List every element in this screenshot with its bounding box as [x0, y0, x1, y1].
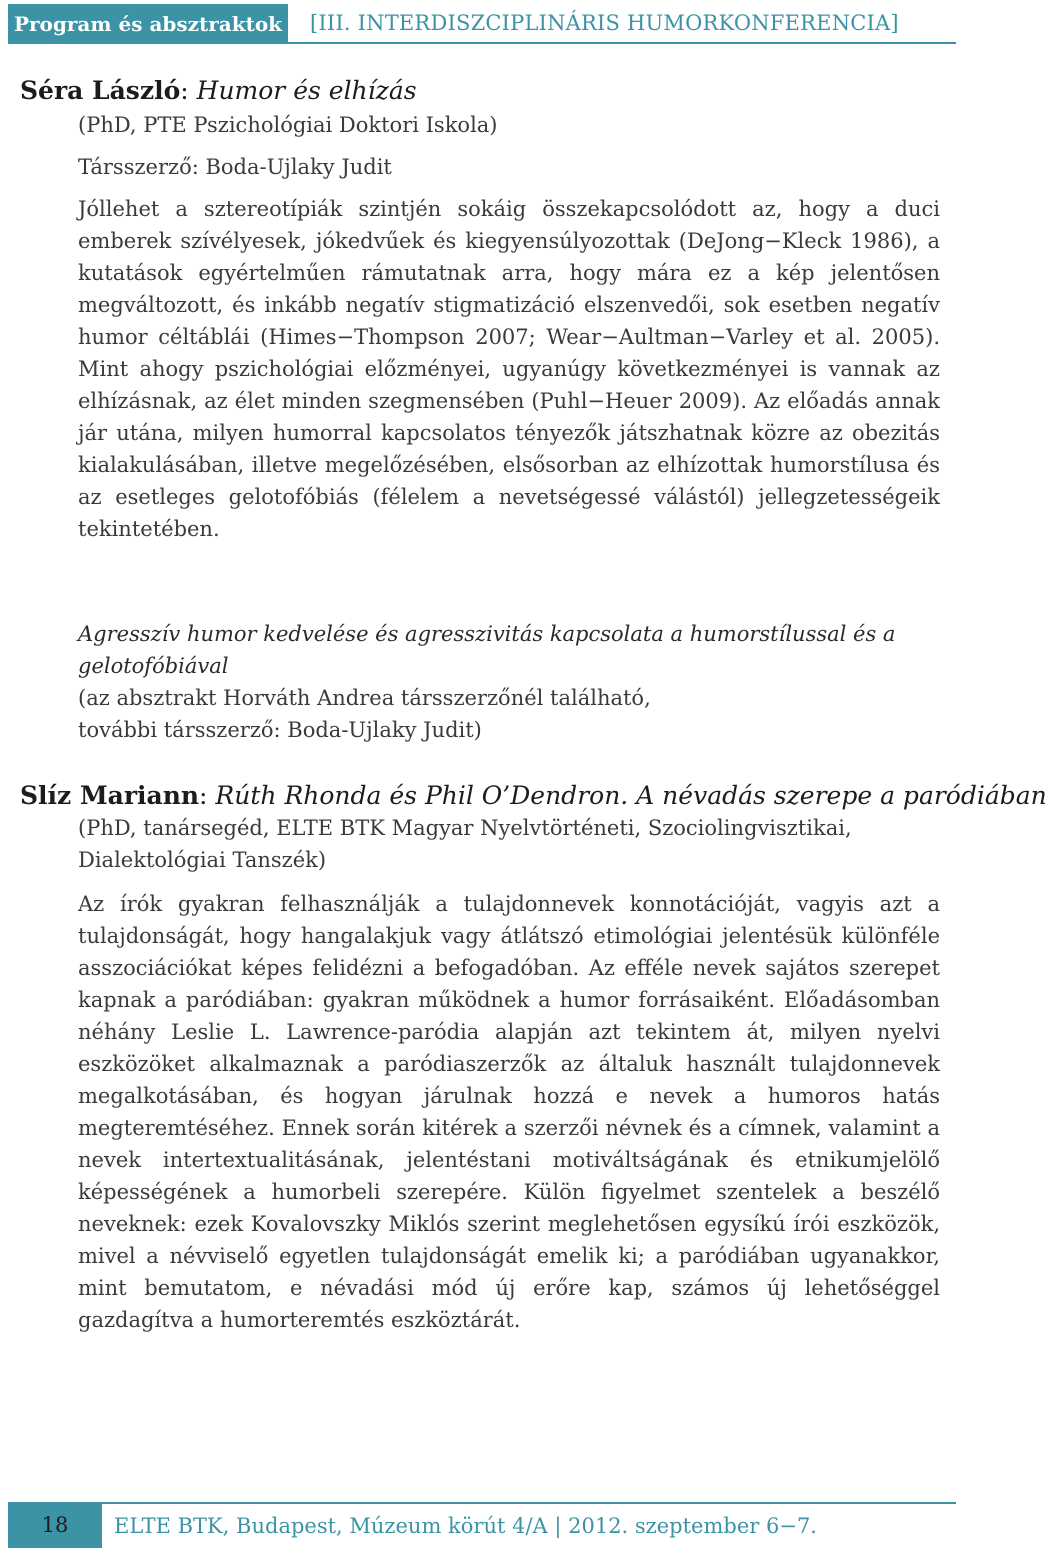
entry-1-title: Humor és elhízás: [196, 76, 417, 105]
entry-1-heading: [20, 76, 940, 105]
entry-3-heading: [20, 781, 1047, 810]
entry-1-affiliation: (PhD, PTE Pszichológiai Doktori Iskola): [78, 113, 498, 137]
entry-2-title: Agresszív humor kedvelése és agresszivitás kapcsolata a humorstílussal és a gelotofóbiával: [78, 622, 896, 678]
page-number: 18: [8, 1502, 102, 1548]
entry-1-abstract: Jóllehet a sztereotípiák szintjén sokáig összekapcsolódott az, hogy a duci emberek szívélyesek, jókedvűek és kiegyensúlyozottak (DeJong−Kleck 1986), a kutatások egyértelműen rámutatnak arra, hogy mára ez a kép jelentősen megváltozott, és inkább negatív stigmatizáció elszenvedői, sok esetben negatív humor céltáblái (Himes−Thompson 2007; Wear−Aultman−Varley et al. 2005). Mint ahogy pszichológiai előzményei, ugyanúgy következményei is vannak az elhízásnak, az élet minden szegmensében (Puhl−Heuer 2009). Az előadás annak jár utána, milyen humorral kapcsolatos tényezők játszhatnak közre az obezitás kialakulásában, illetve megelőzésében, elsősorban az elhízottak humorstílusa és az esetleges gelotofóbiás (félelem a nevetségessé válástól) jellegzetességeik tekintetében.: [78, 197, 940, 541]
entry-2-note-line-1: (az absztrakt Horváth Andrea társszerzőnél található,: [78, 686, 651, 710]
header-section-label: Program és absztraktok: [8, 4, 288, 44]
entry-3-affiliation: (PhD, tanársegéd, ELTE BTK Magyar Nyelvtörténeti, Szociolingvisztikai, Dialektológiai Tanszék): [78, 816, 852, 872]
footer-venue-date: ELTE BTK, Budapest, Múzeum körút 4/A | 2012. szeptember 6−7.: [102, 1502, 956, 1548]
entry-3-author: Slíz Mariann: [20, 781, 200, 810]
entry-3-separator: :: [199, 781, 216, 810]
entry-1-author: Séra László: [20, 76, 181, 105]
abstract-entry-1: [20, 76, 940, 545]
entry-2-note-line-2: további társszerző: Boda-Ujlaky Judit): [78, 718, 482, 742]
entry-1-separator: :: [180, 76, 197, 105]
entry-3-abstract: Az írók gyakran felhasználják a tulajdonnevek konnotációját, vagyis azt a tulajdonságát, hogy hangalakjuk vagy átlátszó etimológiai jelentésük különféle asszociációkat képes felidézni a befogadóban. Az efféle nevek sajátos szerepet kapnak a paródiában: gyakran működnek a humor forrásaiként. Előadásomban néhány Leslie L. Lawrence-paródia alapján azt tekintem át, milyen nyelvi eszközöket alkalmaznak a paródiaszerzők az általuk használt tulajdonnevek megalkotásában, és hogyan járulnak hozzá e nevek a humoros hatás megteremtéséhez. Ennek során kitérek a szerzői névnek és a címnek, valamint a nevek intertextualitásának, jelentéstani motiváltságának és etnikumjelölő képességének a humorbeli szerepére. Külön figyelmet szentelek a beszélő neveknek: ezek Kovalovszky Miklós szerint meglehetősen egysíkú írói eszközök, mivel a névviselő egyetlen tulajdonságát emelik ki; a paródiában ugyanakkor, mint bemutatom, e névadási mód új erőre kap, számos új lehetőséggel gazdagítva a humorteremtés eszköztárát.: [78, 892, 940, 1332]
entry-1-coauthor: Társszerző: Boda-Ujlaky Judit: [78, 155, 392, 179]
header-conference-title: [III. INTERDISZCIPLINÁRIS HUMORKONFERENCIA]: [288, 4, 956, 44]
page-footer: [8, 1502, 956, 1548]
page-header: [8, 4, 956, 44]
entry-3-title: Rúth Rhonda és Phil O’Dendron. A névadás szerepe a paródiában: [215, 781, 1047, 810]
abstract-entry-3: [20, 781, 1047, 1336]
abstract-entry-2: [20, 618, 940, 746]
